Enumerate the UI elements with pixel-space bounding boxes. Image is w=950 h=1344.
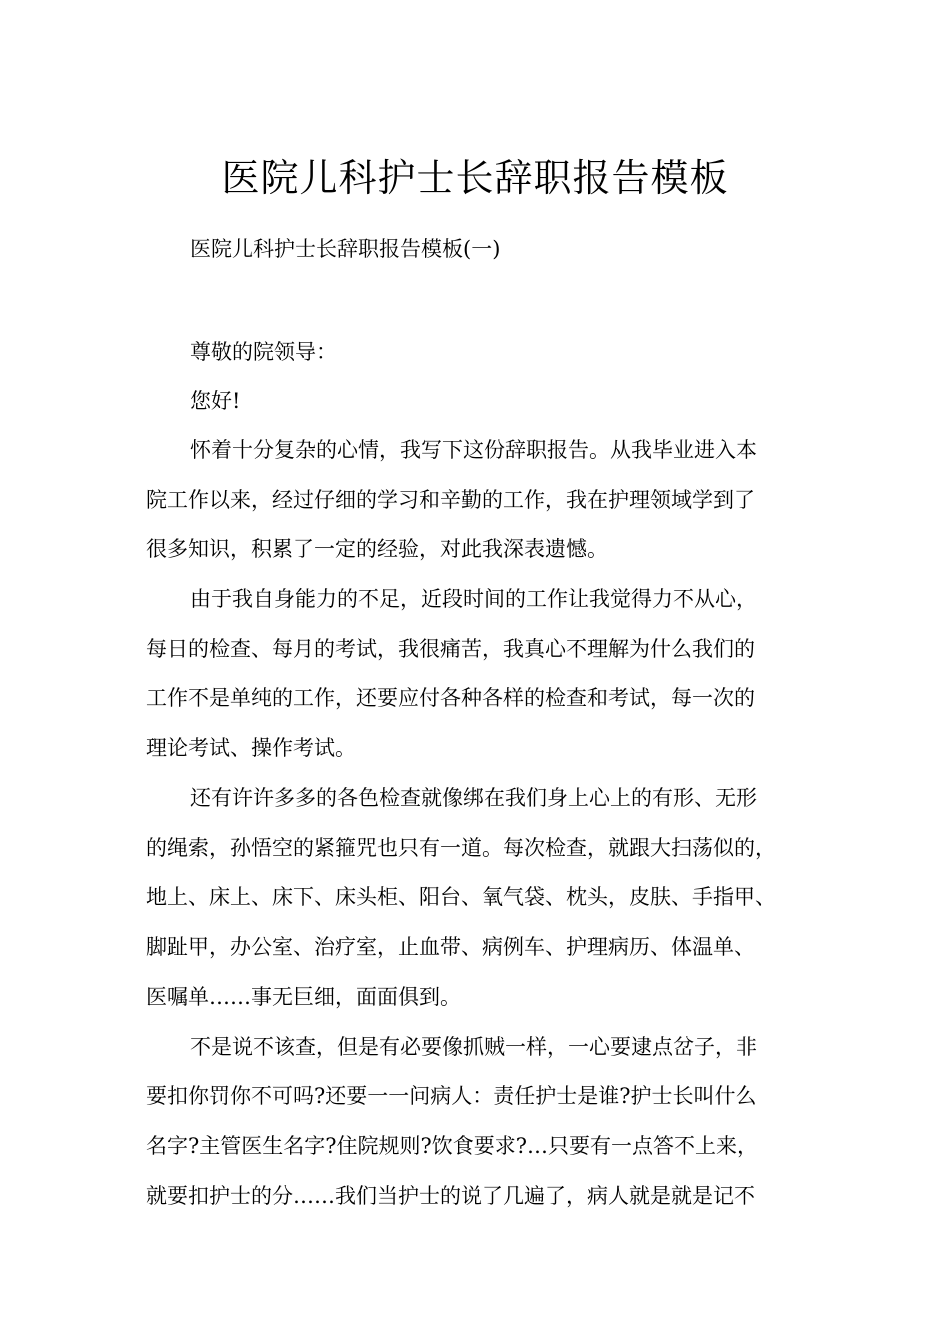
paragraph-line: 还有许许多多的各色检查就像绑在我们身上心上的有形、无形 xyxy=(190,786,757,810)
greeting: 您好! xyxy=(190,389,241,413)
paragraph-line: 脚趾甲，办公室、治疗室，止血带、病例车、护理病历、体温单、 xyxy=(146,935,755,959)
paragraph-line: 就要扣护士的分……我们当护士的说了几遍了，病人就是就是记不 xyxy=(146,1184,755,1208)
paragraph-line: 的绳索，孙悟空的紧箍咒也只有一道。每次检查，就跟大扫荡似的， xyxy=(146,836,776,860)
paragraph-line: 很多知识，积累了一定的经验，对此我深表遗憾。 xyxy=(146,537,608,561)
paragraph-line: 要扣你罚你不可吗?还要一一问病人：责任护士是谁?护士长叫什么 xyxy=(146,1084,757,1108)
paragraph-line: 由于我自身能力的不足，近段时间的工作让我觉得力不从心， xyxy=(190,587,757,611)
document-title: 医院儿科护士长辞职报告模板 xyxy=(221,156,729,201)
document-subtitle: 医院儿科护士长辞职报告模板(一) xyxy=(190,237,501,261)
paragraph-line: 理论考试、操作考试。 xyxy=(146,736,356,760)
paragraph-line: 院工作以来，经过仔细的学习和辛勤的工作，我在护理领域学到了 xyxy=(146,488,755,512)
paragraph-line: 名字?主管医生名字?住院规则?饮食要求?…只要有一点答不上来， xyxy=(146,1134,759,1158)
paragraph-line: 医嘱单……事无巨细，面面俱到。 xyxy=(146,985,461,1009)
paragraph-line: 地上、床上、床下、床头柜、阳台、氧气袋、枕头，皮肤、手指甲、 xyxy=(146,885,776,909)
paragraph-line: 工作不是单纯的工作，还要应付各种各样的检查和考试，每一次的 xyxy=(146,686,755,710)
paragraph-line: 不是说不该查，但是有必要像抓贼一样，一心要逮点岔子，非 xyxy=(190,1035,757,1059)
salutation: 尊敬的院领导： xyxy=(190,340,337,364)
paragraph-line: 怀着十分复杂的心情，我写下这份辞职报告。从我毕业进入本 xyxy=(190,438,757,462)
paragraph-line: 每日的检查、每月的考试，我很痛苦，我真心不理解为什么我们的 xyxy=(146,637,755,661)
